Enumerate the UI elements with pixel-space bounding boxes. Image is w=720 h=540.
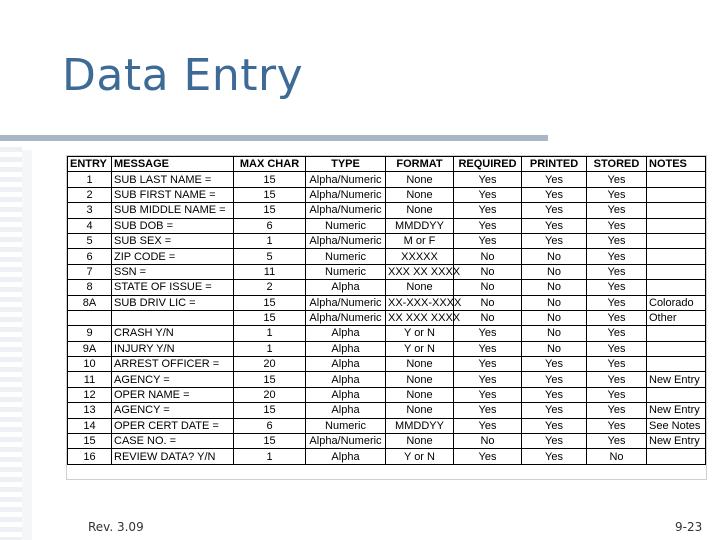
col-required-cell: No — [454, 280, 522, 295]
col-max-char-cell: 1 — [234, 233, 306, 248]
col-entry-cell: 15 — [68, 434, 112, 449]
col-notes-cell — [647, 280, 706, 295]
col-message-cell: SSN = — [112, 264, 234, 279]
col-printed-cell: Yes — [522, 403, 587, 418]
col-entry-cell: 8A — [68, 295, 112, 310]
revision-footer: Rev. 3.09 — [88, 520, 144, 534]
col-type-cell: Numeric — [306, 249, 386, 264]
col-notes-cell — [647, 187, 706, 202]
col-stored-cell: Yes — [587, 295, 647, 310]
col-type-cell: Alpha — [306, 280, 386, 295]
table-row — [68, 295, 706, 310]
col-message-cell: AGENCY = — [112, 372, 234, 387]
col-required-cell: No — [454, 249, 522, 264]
col-notes-cell: New Entry — [647, 372, 706, 387]
col-message-cell: SUB FIRST NAME = — [112, 187, 234, 202]
col-required-cell: Yes — [454, 357, 522, 372]
col-required-cell: Yes — [454, 326, 522, 341]
col-max-char-cell: 15 — [234, 310, 306, 325]
col-notes-cell — [647, 341, 706, 356]
col-stored-cell: Yes — [587, 249, 647, 264]
col-notes-cell: New Entry — [647, 403, 706, 418]
slide-title: Data Entry — [62, 50, 304, 101]
col-entry-cell: 6 — [68, 249, 112, 264]
col-printed-cell: Yes — [522, 172, 587, 187]
col-notes-cell — [647, 387, 706, 402]
col-stored-cell: Yes — [587, 280, 647, 295]
col-stored-cell: Yes — [587, 310, 647, 325]
col-max-char-cell: 6 — [234, 218, 306, 233]
col-max-char-cell: 15 — [234, 203, 306, 218]
col-stored-cell: Yes — [587, 326, 647, 341]
table-row — [68, 249, 706, 264]
col-printed-cell: Yes — [522, 233, 587, 248]
col-notes-cell: New Entry — [647, 434, 706, 449]
col-stored-cell: Yes — [587, 218, 647, 233]
col-entry-cell: 8 — [68, 280, 112, 295]
col-required-cell: Yes — [454, 403, 522, 418]
col-entry-cell: 12 — [68, 387, 112, 402]
table-row — [68, 387, 706, 402]
col-type-cell: Alpha — [306, 403, 386, 418]
col-message-cell: CASE NO. = — [112, 434, 234, 449]
col-type-header: TYPE — [306, 157, 386, 172]
col-max-char-cell: 15 — [234, 434, 306, 449]
table-body — [68, 172, 706, 464]
data-entry-table-frame — [66, 155, 707, 480]
col-type-cell: Alpha — [306, 449, 386, 464]
table-row — [68, 203, 706, 218]
table-row — [68, 449, 706, 464]
col-printed-cell: Yes — [522, 203, 587, 218]
col-stored-cell: Yes — [587, 203, 647, 218]
col-type-cell: Alpha/Numeric — [306, 172, 386, 187]
col-required-cell: Yes — [454, 418, 522, 433]
col-stored-cell: Yes — [587, 233, 647, 248]
col-printed-cell: Yes — [522, 372, 587, 387]
col-max-char-cell: 5 — [234, 249, 306, 264]
col-max-char-cell: 2 — [234, 280, 306, 295]
col-format-cell: XX-XXX-XXXX — [386, 295, 454, 310]
col-max-char-cell: 1 — [234, 449, 306, 464]
col-entry-cell — [68, 310, 112, 325]
data-entry-table — [67, 156, 706, 465]
col-required-cell: Yes — [454, 449, 522, 464]
col-message-cell: ARREST OFFICER = — [112, 357, 234, 372]
table-row — [68, 187, 706, 202]
col-type-cell: Alpha — [306, 326, 386, 341]
col-format-cell: None — [386, 203, 454, 218]
col-message-cell: STATE OF ISSUE = — [112, 280, 234, 295]
table-row — [68, 233, 706, 248]
table-row — [68, 418, 706, 433]
col-required-cell: Yes — [454, 172, 522, 187]
col-notes-cell: Other — [647, 310, 706, 325]
col-max-char-cell: 15 — [234, 295, 306, 310]
col-printed-cell: No — [522, 341, 587, 356]
col-notes-cell — [647, 233, 706, 248]
col-format-cell: MMDDYY — [386, 218, 454, 233]
col-stored-cell: Yes — [587, 357, 647, 372]
col-format-cell: None — [386, 187, 454, 202]
col-notes-cell: See Notes — [647, 418, 706, 433]
col-printed-cell: No — [522, 264, 587, 279]
col-message-cell: SUB DRIV LIC = — [112, 295, 234, 310]
col-printed-cell: Yes — [522, 449, 587, 464]
col-format-cell: Y or N — [386, 341, 454, 356]
col-type-cell: Alpha — [306, 372, 386, 387]
col-printed-cell: No — [522, 280, 587, 295]
col-format-cell: None — [386, 172, 454, 187]
col-entry-cell: 4 — [68, 218, 112, 233]
col-required-header: REQUIRED — [454, 157, 522, 172]
col-type-cell: Numeric — [306, 264, 386, 279]
table-row — [68, 280, 706, 295]
col-format-cell: XXXXX — [386, 249, 454, 264]
col-notes-cell — [647, 172, 706, 187]
col-max-char-cell: 20 — [234, 357, 306, 372]
col-entry-cell: 16 — [68, 449, 112, 464]
title-underline-bar — [0, 135, 548, 141]
table-row — [68, 310, 706, 325]
col-entry-cell: 13 — [68, 403, 112, 418]
col-stored-cell: Yes — [587, 418, 647, 433]
col-printed-cell: Yes — [522, 218, 587, 233]
table-row — [68, 434, 706, 449]
col-max-char-cell: 15 — [234, 172, 306, 187]
col-format-cell: XXX XX XXXX — [386, 264, 454, 279]
col-stored-cell: Yes — [587, 387, 647, 402]
col-entry-cell: 7 — [68, 264, 112, 279]
col-printed-cell: Yes — [522, 387, 587, 402]
col-max-char-cell: 11 — [234, 264, 306, 279]
col-required-cell: No — [454, 434, 522, 449]
col-type-cell: Alpha/Numeric — [306, 295, 386, 310]
col-type-cell: Alpha/Numeric — [306, 233, 386, 248]
col-entry-cell: 3 — [68, 203, 112, 218]
col-max-char-cell: 15 — [234, 372, 306, 387]
col-stored-cell: Yes — [587, 341, 647, 356]
col-notes-cell — [647, 218, 706, 233]
decorative-left-band — [22, 150, 32, 540]
table-row — [68, 172, 706, 187]
table-row — [68, 403, 706, 418]
col-stored-header: STORED — [587, 157, 647, 172]
col-stored-cell: Yes — [587, 372, 647, 387]
col-format-cell: XX XXX XXXX — [386, 310, 454, 325]
table-row — [68, 326, 706, 341]
col-notes-cell — [647, 264, 706, 279]
col-stored-cell: Yes — [587, 264, 647, 279]
col-message-cell: SUB DOB = — [112, 218, 234, 233]
col-message-cell: REVIEW DATA? Y/N — [112, 449, 234, 464]
col-max-char-cell: 1 — [234, 326, 306, 341]
col-max-char-header: MAX CHAR — [234, 157, 306, 172]
col-format-cell: M or F — [386, 233, 454, 248]
col-stored-cell: Yes — [587, 187, 647, 202]
col-stored-cell: Yes — [587, 403, 647, 418]
col-required-cell: Yes — [454, 218, 522, 233]
table-row — [68, 341, 706, 356]
col-notes-cell — [647, 203, 706, 218]
col-format-cell: None — [386, 403, 454, 418]
table-row — [68, 218, 706, 233]
table-header-row — [68, 157, 706, 172]
col-message-header: MESSAGE — [112, 157, 234, 172]
col-type-cell: Alpha — [306, 387, 386, 402]
col-printed-header: PRINTED — [522, 157, 587, 172]
col-max-char-cell: 1 — [234, 341, 306, 356]
col-message-cell: AGENCY = — [112, 403, 234, 418]
col-message-cell: SUB MIDDLE NAME = — [112, 203, 234, 218]
col-printed-cell: Yes — [522, 187, 587, 202]
col-notes-header: NOTES — [647, 157, 706, 172]
col-entry-cell: 14 — [68, 418, 112, 433]
col-message-cell — [112, 310, 234, 325]
col-entry-cell: 2 — [68, 187, 112, 202]
col-required-cell: Yes — [454, 387, 522, 402]
col-message-cell: OPER NAME = — [112, 387, 234, 402]
col-stored-cell: Yes — [587, 434, 647, 449]
col-required-cell: No — [454, 295, 522, 310]
col-printed-cell: Yes — [522, 418, 587, 433]
decorative-left-stripe — [0, 142, 22, 540]
col-notes-cell — [647, 249, 706, 264]
col-message-cell: CRASH Y/N — [112, 326, 234, 341]
col-type-cell: Alpha/Numeric — [306, 434, 386, 449]
col-max-char-cell: 15 — [234, 187, 306, 202]
col-max-char-cell: 6 — [234, 418, 306, 433]
col-printed-cell: No — [522, 295, 587, 310]
col-message-cell: INJURY Y/N — [112, 341, 234, 356]
col-required-cell: Yes — [454, 187, 522, 202]
col-type-cell: Numeric — [306, 418, 386, 433]
col-entry-cell: 9A — [68, 341, 112, 356]
col-format-cell: Y or N — [386, 449, 454, 464]
col-message-cell: ZIP CODE = — [112, 249, 234, 264]
col-message-cell: SUB LAST NAME = — [112, 172, 234, 187]
col-notes-cell — [647, 326, 706, 341]
col-format-header: FORMAT — [386, 157, 454, 172]
col-required-cell: Yes — [454, 233, 522, 248]
col-required-cell: No — [454, 264, 522, 279]
col-type-cell: Alpha — [306, 341, 386, 356]
col-format-cell: None — [386, 280, 454, 295]
col-printed-cell: No — [522, 249, 587, 264]
table-row — [68, 264, 706, 279]
table-row — [68, 372, 706, 387]
col-format-cell: Y or N — [386, 326, 454, 341]
col-type-cell: Numeric — [306, 218, 386, 233]
col-format-cell: None — [386, 357, 454, 372]
col-printed-cell: Yes — [522, 357, 587, 372]
col-printed-cell: No — [522, 326, 587, 341]
col-entry-cell: 1 — [68, 172, 112, 187]
col-printed-cell: No — [522, 310, 587, 325]
col-format-cell: None — [386, 434, 454, 449]
table-row — [68, 357, 706, 372]
col-required-cell: Yes — [454, 372, 522, 387]
col-required-cell: Yes — [454, 203, 522, 218]
col-message-cell: OPER CERT DATE = — [112, 418, 234, 433]
col-notes-cell — [647, 357, 706, 372]
page-number: 9-23 — [675, 520, 703, 534]
col-entry-cell: 5 — [68, 233, 112, 248]
col-type-cell: Alpha/Numeric — [306, 187, 386, 202]
col-max-char-cell: 15 — [234, 403, 306, 418]
col-stored-cell: No — [587, 449, 647, 464]
col-entry-cell: 9 — [68, 326, 112, 341]
col-required-cell: Yes — [454, 341, 522, 356]
col-type-cell: Alpha/Numeric — [306, 203, 386, 218]
col-max-char-cell: 20 — [234, 387, 306, 402]
col-entry-cell: 10 — [68, 357, 112, 372]
col-entry-cell: 11 — [68, 372, 112, 387]
col-type-cell: Alpha/Numeric — [306, 310, 386, 325]
col-required-cell: No — [454, 310, 522, 325]
col-printed-cell: Yes — [522, 434, 587, 449]
col-format-cell: MMDDYY — [386, 418, 454, 433]
col-type-cell: Alpha — [306, 357, 386, 372]
col-format-cell: None — [386, 372, 454, 387]
col-message-cell: SUB SEX = — [112, 233, 234, 248]
col-notes-cell: Colorado — [647, 295, 706, 310]
col-format-cell: None — [386, 387, 454, 402]
col-notes-cell — [647, 449, 706, 464]
col-stored-cell: Yes — [587, 172, 647, 187]
col-entry-header: ENTRY — [68, 157, 112, 172]
